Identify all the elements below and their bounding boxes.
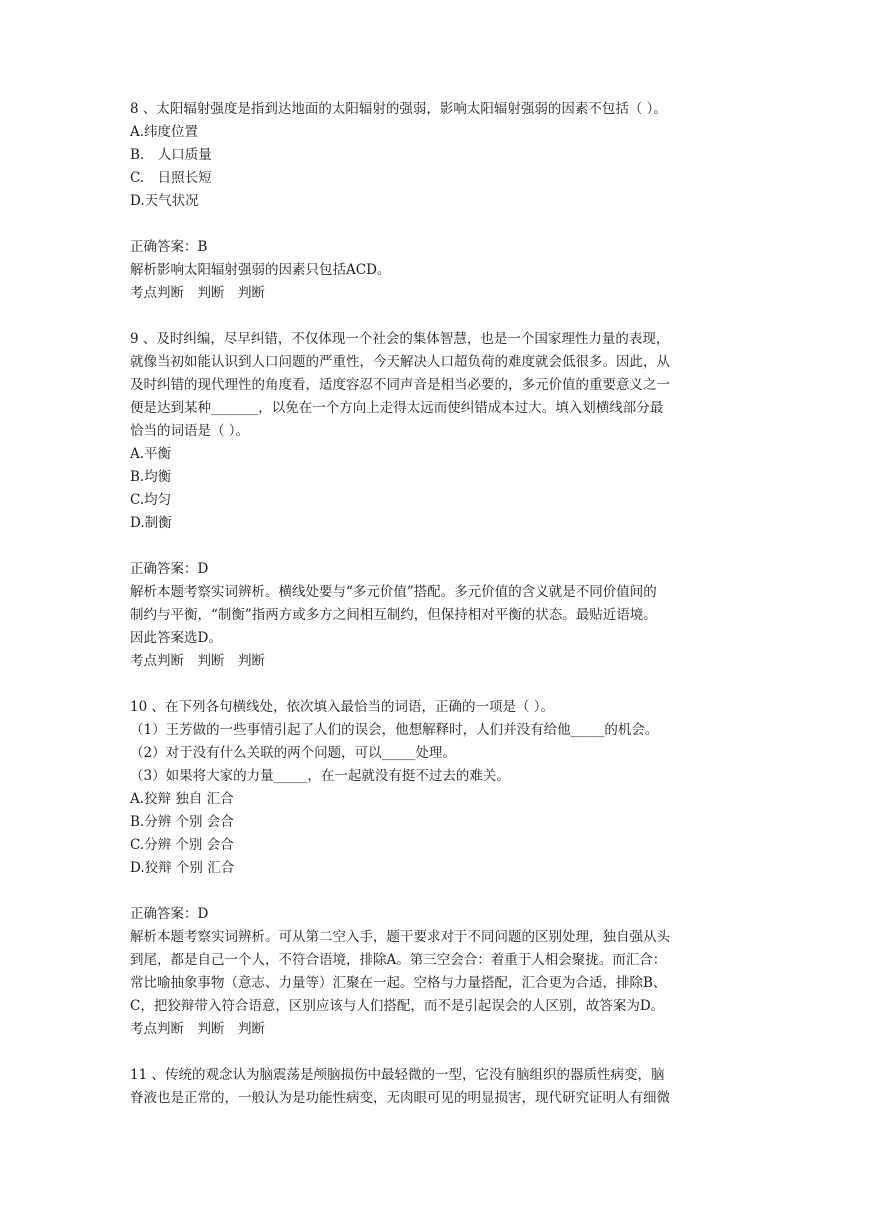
option-b: B.分辨 个别 会合 <box>130 814 234 830</box>
question-stem-line: （3）如果将大家的力量_____，在一起就没有挺不过去的难关。 <box>130 768 510 784</box>
correct-answer: 正确答案：D <box>130 561 209 577</box>
correct-answer: 正确答案：B <box>130 239 208 255</box>
analysis-line: C，把狡辩带入符合语意，区别应该与人们搭配，而不是引起误会的人区别，故答案为D。 <box>130 998 665 1014</box>
question-9 <box>130 328 750 673</box>
question-stem-line: 就像当初如能认识到人口问题的严重性，今天解决人口超负荷的难度就会低很多。因此，从 <box>130 354 670 370</box>
question-stem-line: 10 、在下列各句横线处，依次填入最恰当的词语，正确的一项是（ ）。 <box>130 699 555 715</box>
question-stem-line: 8 、太阳辐射强度是指到达地面的太阳辐射的强弱，影响太阳辐射强弱的因素不包括（ ）。 <box>130 101 667 117</box>
knowledge-tags: 考点判断 判断 判断 <box>130 653 265 669</box>
question-stem-line: 恰当的词语是（ ）。 <box>130 423 250 439</box>
option-c: C.分辨 个别 会合 <box>130 837 234 853</box>
analysis-line: 制约与平衡，“制衡”指两方或多方之间相互制约，但保持相对平衡的状态。最贴近语境。 <box>130 607 657 623</box>
question-stem-line: 便是达到某种_______，以免在一个方向上走得太远而使纠错成本过大。填入划横线部分最 <box>130 400 664 416</box>
option-a: A.平衡 <box>130 446 172 462</box>
option-a: A.纬度位置 <box>130 124 199 140</box>
document-page <box>130 98 750 1110</box>
analysis-line: 解析影响太阳辐射强弱的因素只包括ACD。 <box>130 262 391 278</box>
analysis-line: 解析本题考察实词辨析。可从第二空入手，题干要求对于不同问题的区别处理，独自强从头 <box>130 929 670 945</box>
correct-answer: 正确答案：D <box>130 906 209 922</box>
analysis-line: 常比喻抽象事物（意志、力量等）汇聚在一起。空格与力量搭配，汇合更为合适，排除B、 <box>130 975 667 991</box>
question-stem-line: 9 、及时纠编，尽早纠错，不仅体现一个社会的集体智慧，也是一个国家理性力量的表现， <box>130 331 670 347</box>
question-11 <box>130 1064 750 1110</box>
knowledge-tags: 考点判断 判断 判断 <box>130 285 265 301</box>
analysis-line: 解析本题考察实词辨析。横线处要与“多元价值”搭配。多元价值的含义就是不同价值间的 <box>130 584 657 600</box>
question-stem-line: 11 、传统的观念认为脑震荡是颅脑损伤中最轻微的一型，它没有脑组织的器质性病变，脑 <box>130 1067 665 1083</box>
option-c: C.均匀 <box>130 492 172 508</box>
option-b: B.均衡 <box>130 469 172 485</box>
question-10 <box>130 696 750 1041</box>
option-c: C. 日照长短 <box>130 170 212 186</box>
knowledge-tags: 考点判断 判断 判断 <box>130 1021 265 1037</box>
question-stem-line: （1）王芳做的一些事情引起了人们的误会，他想解释时，人们并没有给他_____的机会。 <box>130 722 659 738</box>
option-a: A.狡辩 独自 汇合 <box>130 791 234 807</box>
option-d: D.天气状况 <box>130 193 199 209</box>
option-d: D.狡辩 个别 汇合 <box>130 860 235 876</box>
question-8 <box>130 98 750 305</box>
option-b: B. 人口质量 <box>130 147 212 163</box>
option-d: D.制衡 <box>130 515 172 531</box>
analysis-line: 到尾，都是自己一个人，不符合语境，排除A。第三空会合：着重于人相会聚拢。而汇合： <box>130 952 667 968</box>
analysis-line: 因此答案选D。 <box>130 630 222 646</box>
question-stem-line: 及时纠错的现代理性的角度看，适度容忍不同声音是相当必要的，多元价值的重要意义之一 <box>130 377 670 393</box>
question-stem-line: （2）对于没有什么关联的两个问题，可以_____处理。 <box>130 745 456 761</box>
question-stem-line: 脊液也是正常的，一般认为是功能性病变，无肉眼可见的明显损害，现代研究证明人有细微 <box>130 1090 670 1106</box>
